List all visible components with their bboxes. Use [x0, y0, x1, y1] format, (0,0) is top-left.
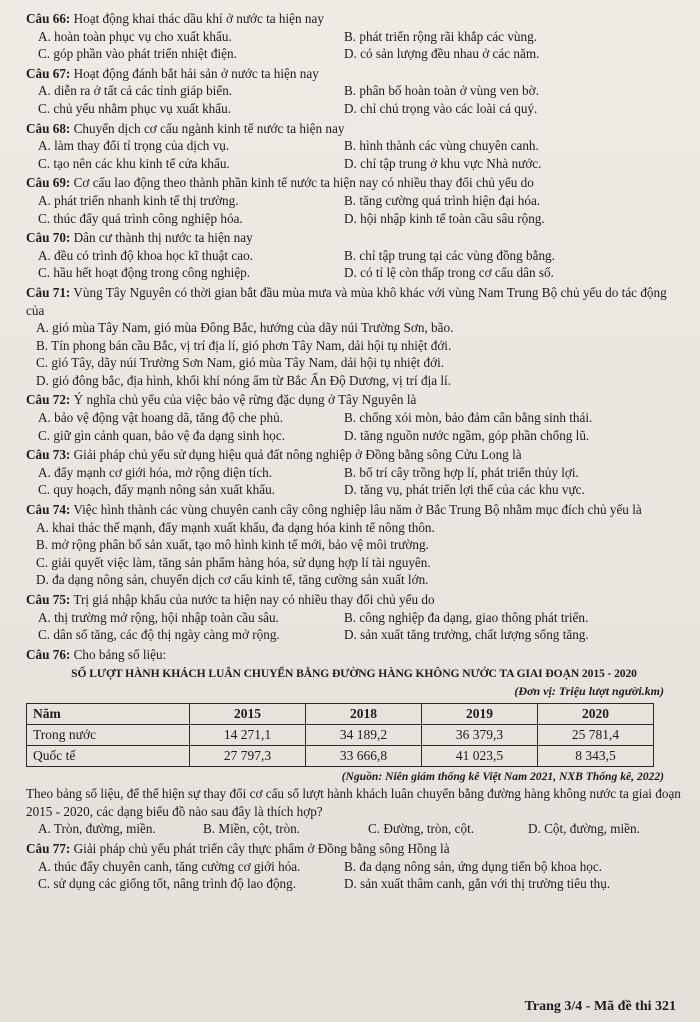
- option-c: C. hầu hết hoạt động trong công nghiệp.: [38, 265, 251, 281]
- table-title: SỐ LƯỢT HÀNH KHÁCH LUÂN CHUYỂN BẰNG ĐƯỜNG HÀNG KHÔNG NƯỚC TA GIAI ĐOẠN 2015 - 2020: [71, 667, 637, 681]
- option-c: C. thúc đẩy quá trình công nghiệp hóa.: [38, 210, 243, 226]
- option-c: C. gió Tây, dãy núi Trường Sơn Nam, gió mùa Tây Nam, dải hội tụ nhiệt đới.: [36, 355, 445, 371]
- question-number: Câu 66:: [26, 11, 71, 26]
- question-number: Câu 68:: [26, 120, 71, 136]
- option-d: D. tăng nguồn nước ngầm, góp phần chống lũ.: [344, 427, 590, 443]
- question-67: [26, 65, 682, 118]
- table-cell: 36 379,3: [422, 724, 538, 745]
- question-73: [26, 446, 682, 499]
- option-c: C. chủ yếu nhằm phục vụ xuất khẩu.: [38, 100, 232, 116]
- question-stem: Ý nghĩa chủ yếu của việc bảo vệ rừng đặc dụng ở Tây Nguyên là: [73, 392, 417, 408]
- option-b: B. phân bố hoàn toàn ở vùng ven bờ.: [344, 83, 539, 99]
- page-footer: Trang 3/4 - Mã đề thi 321: [524, 999, 676, 1015]
- question-stem: Chuyển dịch cơ cấu ngành kinh tế nước ta hiện nay: [73, 120, 345, 136]
- question-stem: Cho bảng số liệu:: [73, 646, 167, 662]
- table-header-cell: 2018: [306, 703, 422, 724]
- table-cell: 25 781,4: [538, 724, 654, 745]
- table-header-cell: 2015: [190, 703, 306, 724]
- question-number: Câu 75:: [26, 592, 71, 607]
- question-stem: Việc hình thành các vùng chuyên canh cây công nghiệp lâu năm ở Bắc Trung Bộ nhằm mục đích chủ yếu là: [73, 502, 642, 518]
- option-b: B. công nghiệp đa dạng, giao thông phát triển.: [344, 609, 589, 625]
- option-a: A. đều có trình độ khoa học kĩ thuật cao.: [38, 247, 253, 263]
- option-d: D. Cột, đường, miền.: [528, 821, 640, 837]
- question-69: [26, 174, 682, 227]
- table-source: (Nguồn: Niên giám thống kê Việt Nam 2021, NXB Thống kê, 2022): [341, 769, 664, 783]
- data-table: [26, 703, 654, 767]
- table-cell: 14 271,1: [190, 724, 306, 745]
- option-b: B. chống xói mòn, bảo đảm cân bằng sinh thái.: [344, 410, 593, 426]
- question-66: [26, 10, 682, 63]
- option-a: A. thúc đẩy chuyên canh, tăng cường cơ giới hóa.: [38, 858, 301, 874]
- option-b: B. đa dạng nông sản, ứng dụng tiến bộ khoa học.: [344, 858, 603, 874]
- question-number: Câu 73:: [26, 447, 71, 463]
- question-number: Câu 76:: [26, 646, 71, 662]
- option-c: C. góp phần vào phát triển nhiệt điện.: [38, 46, 237, 62]
- question-stem: Giải pháp chủ yếu phát triển cây thực phẩm ở Đồng bằng sông Hồng là: [73, 840, 450, 856]
- option-d: D. tăng vụ, phát triển lợi thế của các khu vực.: [344, 482, 585, 498]
- table-row-label: Trong nước: [27, 724, 190, 745]
- question-stem: Dân cư thành thị nước ta hiện nay: [73, 230, 253, 246]
- option-d: D. có tỉ lệ còn thấp trong cơ cấu dân số.: [344, 265, 554, 281]
- question-number: Câu 69:: [26, 175, 71, 191]
- question-74: [26, 501, 682, 589]
- table-cell: 41 023,5: [422, 745, 538, 766]
- table-unit: (Đơn vị: Triệu lượt người.km): [514, 683, 664, 698]
- options-row: [26, 820, 682, 838]
- table-cell: 33 666,8: [306, 745, 422, 766]
- question-stem: Trị giá nhập khẩu của nước ta hiện nay có nhiều thay đổi chủ yếu do: [73, 592, 435, 607]
- option-b: B. mở rộng phân bố sản xuất, tạo mô hình kinh tế mới, bảo vệ môi trường.: [36, 537, 429, 553]
- table-cell: 27 797,3: [190, 745, 306, 766]
- option-c: C. giữ gìn cảnh quan, bảo vệ đa dạng sinh học.: [38, 427, 286, 443]
- option-c: C. tạo nên các khu kinh tế cửa khẩu.: [38, 155, 230, 171]
- question-77: [26, 840, 682, 893]
- question-70: [26, 229, 682, 282]
- question-68: [26, 120, 682, 173]
- question-76: [26, 646, 682, 838]
- option-d: D. có sản lượng đều nhau ở các năm.: [344, 46, 540, 62]
- table-row-label: Quốc tế: [27, 745, 190, 766]
- option-b: B. Miền, cột, tròn.: [203, 821, 301, 837]
- option-c: C. sử dụng các giống tốt, nâng trình độ lao động.: [38, 876, 297, 892]
- question-stem: Hoạt động đánh bắt hải sản ở nước ta hiện nay: [73, 65, 319, 81]
- option-a: A. bảo vệ động vật hoang dã, tăng độ che phủ.: [38, 410, 284, 426]
- question-number: Câu 70:: [26, 230, 71, 246]
- option-a: A. khai thác thế mạnh, đẩy mạnh xuất khẩu, đa dạng hóa kinh tế nông thôn.: [36, 519, 435, 535]
- question-number: Câu 74:: [26, 502, 71, 518]
- question-stem: Vùng Tây Nguyên có thời gian bắt đầu mùa mưa và mùa khô khác với vùng Nam Trung Bộ chủ yếu do tác động của: [26, 284, 667, 318]
- question-number: Câu 77:: [26, 840, 71, 856]
- option-d: D. sản xuất thâm canh, gắn với thị trường tiêu thụ.: [344, 876, 611, 892]
- question-number: Câu 67:: [26, 65, 71, 81]
- question-76-prompt: Theo bảng số liệu, để thể hiện sự thay đổi cơ cấu số lượt hành khách luân chuyển bằng đường hàng không nước ta giai đoạn 2015 - 2020, các dạng biểu đồ nào sau đây là thích hợp?: [26, 786, 681, 819]
- option-a: A. hoàn toàn phục vụ cho xuất khẩu.: [38, 28, 232, 44]
- table-cell: 34 189,2: [306, 724, 422, 745]
- option-b: B. phát triển rộng rãi khắp các vùng.: [344, 28, 537, 44]
- question-stem: Giải pháp chủ yếu sử dụng hiệu quả đất nông nghiệp ở Đồng bằng sông Cửu Long là: [73, 447, 522, 463]
- option-c: C. Đường, tròn, cột.: [368, 821, 475, 837]
- option-b: B. bố trí cây trồng hợp lí, phát triển thủy lợi.: [344, 464, 579, 480]
- option-a: A. phát triển nhanh kinh tế thị trường.: [38, 192, 239, 208]
- option-c: C. quy hoạch, đẩy mạnh nông sản xuất khẩu.: [38, 482, 275, 498]
- option-d: D. chỉ tập trung ở khu vực Nhà nước.: [344, 155, 542, 171]
- question-list-66-70: [26, 10, 682, 282]
- question-number: Câu 72:: [26, 392, 71, 408]
- option-c: C. dân số tăng, các độ thị ngày càng mở rộng.: [38, 627, 280, 643]
- option-d: D. gió đông bắc, địa hình, khối khí nóng ẩm từ Bắc Ấn Độ Dương, vị trí địa lí.: [36, 372, 452, 388]
- table-cell: 8 343,5: [538, 745, 654, 766]
- question-71: [26, 284, 682, 390]
- question-stem: Hoạt động khai thác dầu khí ở nước ta hiện nay: [73, 11, 324, 26]
- option-a: A. diễn ra ở tất cả các tỉnh giáp biển.: [38, 83, 233, 99]
- option-a: A. Tròn, đường, miền.: [38, 821, 156, 837]
- option-d: D. sản xuất tăng trưởng, chất lượng sống tăng.: [344, 627, 589, 643]
- option-b: B. Tín phong bán cầu Bắc, vị trí địa lí, gió phơn Tây Nam, dải hội tụ nhiệt đới.: [36, 337, 452, 353]
- option-a: A. làm thay đổi tỉ trọng của dịch vụ.: [38, 138, 230, 154]
- option-c: C. giải quyết việc làm, tăng sản phẩm hàng hóa, sử dụng hợp lí tài nguyên.: [36, 554, 431, 570]
- option-a: A. đẩy mạnh cơ giới hóa, mở rộng diện tích.: [38, 464, 273, 480]
- table-header-cell: 2020: [538, 703, 654, 724]
- question-number: Câu 71:: [26, 284, 71, 300]
- table-header-cell: 2019: [422, 703, 538, 724]
- option-d: D. đa dạng nông sản, chuyển dịch cơ cấu kinh tế, tăng cường sản xuất lớn.: [36, 572, 429, 588]
- question-75: [26, 591, 682, 644]
- question-stem: Cơ cấu lao động theo thành phần kinh tế nước ta hiện nay có nhiều thay đổi chủ yếu do: [73, 175, 534, 191]
- option-b: B. tăng cường quá trình hiện đại hóa.: [344, 192, 541, 208]
- option-b: B. chỉ tập trung tại các vùng đồng bằng.: [344, 247, 555, 263]
- option-a: A. gió mùa Tây Nam, gió mùa Đông Bắc, hướng của dãy núi Trường Sơn, bão.: [36, 320, 454, 336]
- table-row: [27, 724, 654, 745]
- option-b: B. hình thành các vùng chuyên canh.: [344, 138, 539, 154]
- table-header-cell: Năm: [27, 703, 190, 724]
- table-header-row: [27, 703, 654, 724]
- option-d: D. hội nhập kinh tế toàn cầu sâu rộng.: [344, 210, 545, 226]
- table-row: [27, 745, 654, 766]
- option-a: A. thị trường mở rộng, hội nhập toàn cầu sâu.: [38, 609, 279, 625]
- option-d: D. chỉ chú trọng vào các loài cá quý.: [344, 100, 538, 116]
- question-72: [26, 391, 682, 444]
